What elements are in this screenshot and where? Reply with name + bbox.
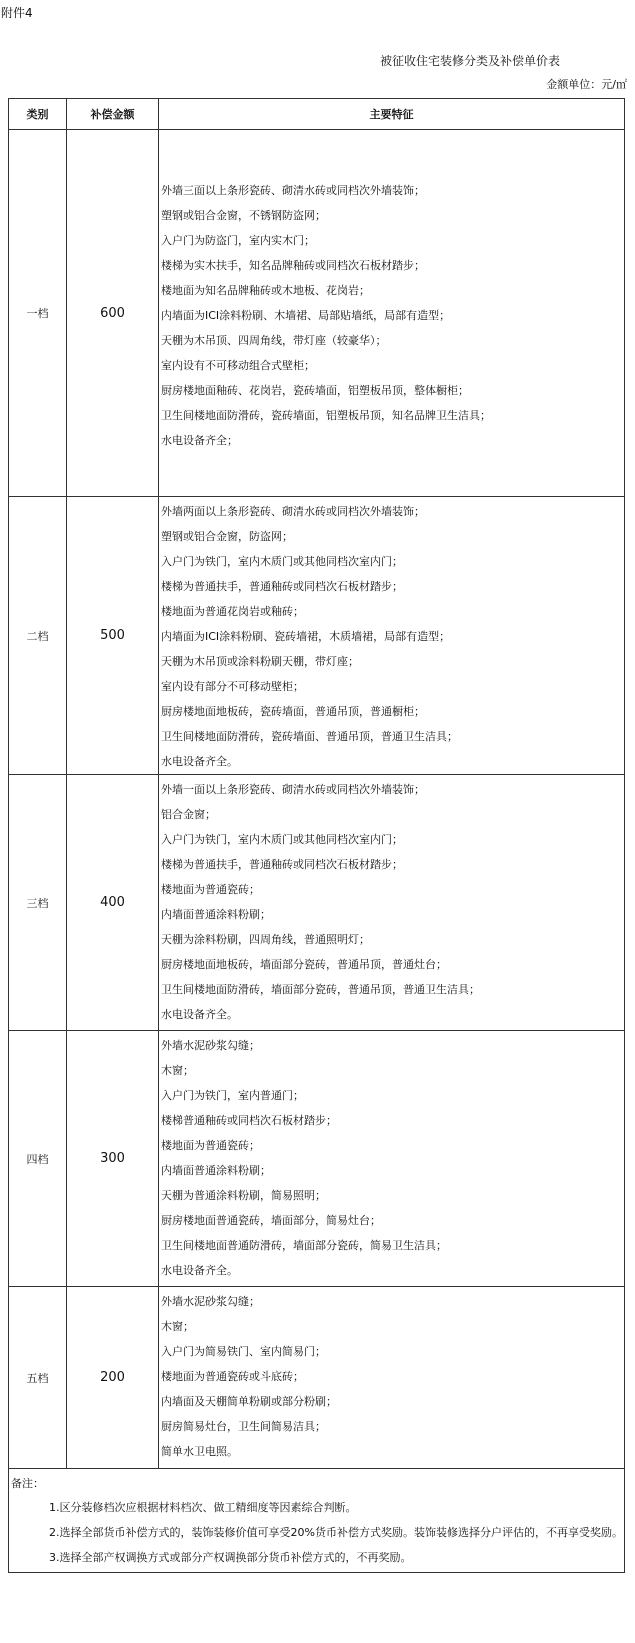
feature-line: 水电设备齐全。 xyxy=(161,1008,238,1021)
notes-row xyxy=(9,1469,625,1573)
feature-line: 厨房简易灶台，卫生间简易洁具； xyxy=(161,1420,326,1433)
feature-line: 内墙面为ICI涂料粉刷、木墙裙、局部贴墙纸，局部有造型； xyxy=(161,309,451,322)
category-cell: 一档 xyxy=(9,130,67,497)
feature-line: 水电设备齐全； xyxy=(161,434,238,447)
header-features: 主要特征 xyxy=(159,99,625,130)
table-title: 被征收住宅装修分类及补偿单价表 xyxy=(380,54,561,68)
feature-line: 木窗； xyxy=(161,1064,194,1077)
feature-line: 水电设备齐全。 xyxy=(161,1264,238,1277)
feature-line: 卫生间楼地面普通防滑砖，墙面部分瓷砖，简易卫生洁具； xyxy=(161,1239,447,1252)
category-cell: 三档 xyxy=(9,775,67,1031)
feature-line: 天棚为木吊顶、四周角线，带灯座（较豪华）； xyxy=(161,334,387,347)
category-cell: 四档 xyxy=(9,1031,67,1287)
attachment-label: 附件4 xyxy=(1,6,33,20)
feature-line: 天棚为涂料粉刷，四周角线，普通照明灯； xyxy=(161,933,370,946)
features-cell xyxy=(159,775,625,1031)
feature-line: 铝合金窗； xyxy=(161,808,216,821)
feature-line: 入户门为铁门，室内木质门或其他同档次室内门； xyxy=(161,833,403,846)
feature-line: 天棚为木吊顶或涂料粉刷天棚，带灯座； xyxy=(161,655,359,668)
features-cell xyxy=(159,1287,625,1469)
feature-line: 外墙水泥砂浆勾缝； xyxy=(161,1039,260,1052)
feature-line: 室内设有部分不可移动壁柜； xyxy=(161,680,304,693)
features-cell xyxy=(159,130,625,497)
feature-line: 厨房楼地面地板砖，瓷砖墙面，普通吊顶，普通橱柜； xyxy=(161,705,425,718)
amount-cell: 400 xyxy=(67,775,159,1031)
table-header-row xyxy=(9,99,625,130)
feature-line: 卫生间楼地面防滑砖，瓷砖墙面、普通吊顶，普通卫生洁具； xyxy=(161,730,458,743)
feature-line: 楼地面为知名品牌釉砖或木地板、花岗岩； xyxy=(161,284,370,297)
notes-cell xyxy=(9,1469,625,1573)
table-row xyxy=(9,775,625,1031)
header-amount: 补偿金额 xyxy=(67,99,159,130)
feature-line: 木窗； xyxy=(161,1320,194,1333)
feature-line: 塑钢或铝合金窗，防盗网； xyxy=(161,530,293,543)
feature-line: 厨房楼地面普通瓷砖，墙面部分，简易灶台； xyxy=(161,1214,381,1227)
amount-cell: 300 xyxy=(67,1031,159,1287)
compensation-table xyxy=(8,98,625,1573)
feature-line: 内墙面为ICI涂料粉刷、瓷砖墙裙，木质墙裙，局部有造型； xyxy=(161,630,451,643)
table-row xyxy=(9,130,625,497)
features-cell xyxy=(159,497,625,775)
feature-line: 厨房楼地面地板砖，墙面部分瓷砖，普通吊顶，普通灶台； xyxy=(161,958,447,971)
feature-line: 内墙面普通涂料粉刷； xyxy=(161,1164,271,1177)
feature-line: 入户门为简易铁门、室内简易门； xyxy=(161,1345,326,1358)
feature-line: 外墙水泥砂浆勾缝； xyxy=(161,1295,260,1308)
feature-line: 天棚为普通涂料粉刷，简易照明； xyxy=(161,1189,326,1202)
feature-line: 外墙一面以上条形瓷砖、砌清水砖或同档次外墙装饰； xyxy=(161,783,425,796)
table-row xyxy=(9,497,625,775)
amount-cell: 500 xyxy=(67,497,159,775)
feature-line: 楼梯普通釉砖或同档次石板材踏步； xyxy=(161,1114,337,1127)
feature-line: 楼地面为普通瓷砖； xyxy=(161,1139,260,1152)
feature-line: 外墙两面以上条形瓷砖、砌清水砖或同档次外墙装饰； xyxy=(161,505,425,518)
feature-line: 入户门为防盗门，室内实木门； xyxy=(161,234,315,247)
feature-line: 内墙面及天棚简单粉刷或部分粉刷； xyxy=(161,1395,337,1408)
header-category: 类别 xyxy=(9,99,67,130)
table-row xyxy=(9,1287,625,1469)
category-cell: 五档 xyxy=(9,1287,67,1469)
amount-cell: 200 xyxy=(67,1287,159,1469)
unit-label: 金额单位：元/㎡ xyxy=(546,78,627,91)
note-item: 1.区分装修档次应根据材料档次、做工精细度等因素综合判断。 xyxy=(49,1501,357,1514)
feature-line: 楼地面为普通瓷砖； xyxy=(161,883,260,896)
feature-line: 外墙三面以上条形瓷砖、砌清水砖或同档次外墙装饰； xyxy=(161,184,425,197)
feature-line: 楼梯为实木扶手，知名品牌釉砖或同档次石板材踏步； xyxy=(161,259,425,272)
feature-line: 楼梯为普通扶手，普通釉砖或同档次石板材踏步； xyxy=(161,858,403,871)
feature-line: 卫生间楼地面防滑砖，墙面部分瓷砖，普通吊顶，普通卫生洁具； xyxy=(161,983,480,996)
feature-line: 卫生间楼地面防滑砖，瓷砖墙面，铝塑板吊顶，知名品牌卫生洁具； xyxy=(161,409,491,422)
feature-line: 楼地面为普通花岗岩或釉砖； xyxy=(161,605,304,618)
feature-line: 简单水卫电照。 xyxy=(161,1445,238,1458)
feature-line: 入户门为铁门，室内普通门； xyxy=(161,1089,304,1102)
note-item: 3.选择全部产权调换方式或部分产权调换部分货币补偿方式的，不再奖励。 xyxy=(49,1551,412,1564)
feature-line: 楼地面为普通瓷砖或斗底砖； xyxy=(161,1370,304,1383)
feature-line: 塑钢或铝合金窗，不锈钢防盗网； xyxy=(161,209,326,222)
feature-line: 内墙面普通涂料粉刷； xyxy=(161,908,271,921)
amount-cell: 600 xyxy=(67,130,159,497)
feature-line: 入户门为铁门，室内木质门或其他同档次室内门； xyxy=(161,555,403,568)
features-cell xyxy=(159,1031,625,1287)
table-row xyxy=(9,1031,625,1287)
feature-line: 室内设有不可移动组合式壁柜； xyxy=(161,359,315,372)
notes-label: 备注： xyxy=(11,1477,44,1490)
note-item: 2.选择全部货币补偿方式的，装饰装修价值可享受20%货币补偿方式奖励。装饰装修选择分户评估的，不再享受奖励。 xyxy=(49,1526,623,1539)
feature-line: 水电设备齐全。 xyxy=(161,755,238,768)
category-cell: 二档 xyxy=(9,497,67,775)
feature-line: 楼梯为普通扶手，普通釉砖或同档次石板材踏步； xyxy=(161,580,403,593)
feature-line: 厨房楼地面釉砖、花岗岩，瓷砖墙面，铝塑板吊顶，整体橱柜； xyxy=(161,384,469,397)
